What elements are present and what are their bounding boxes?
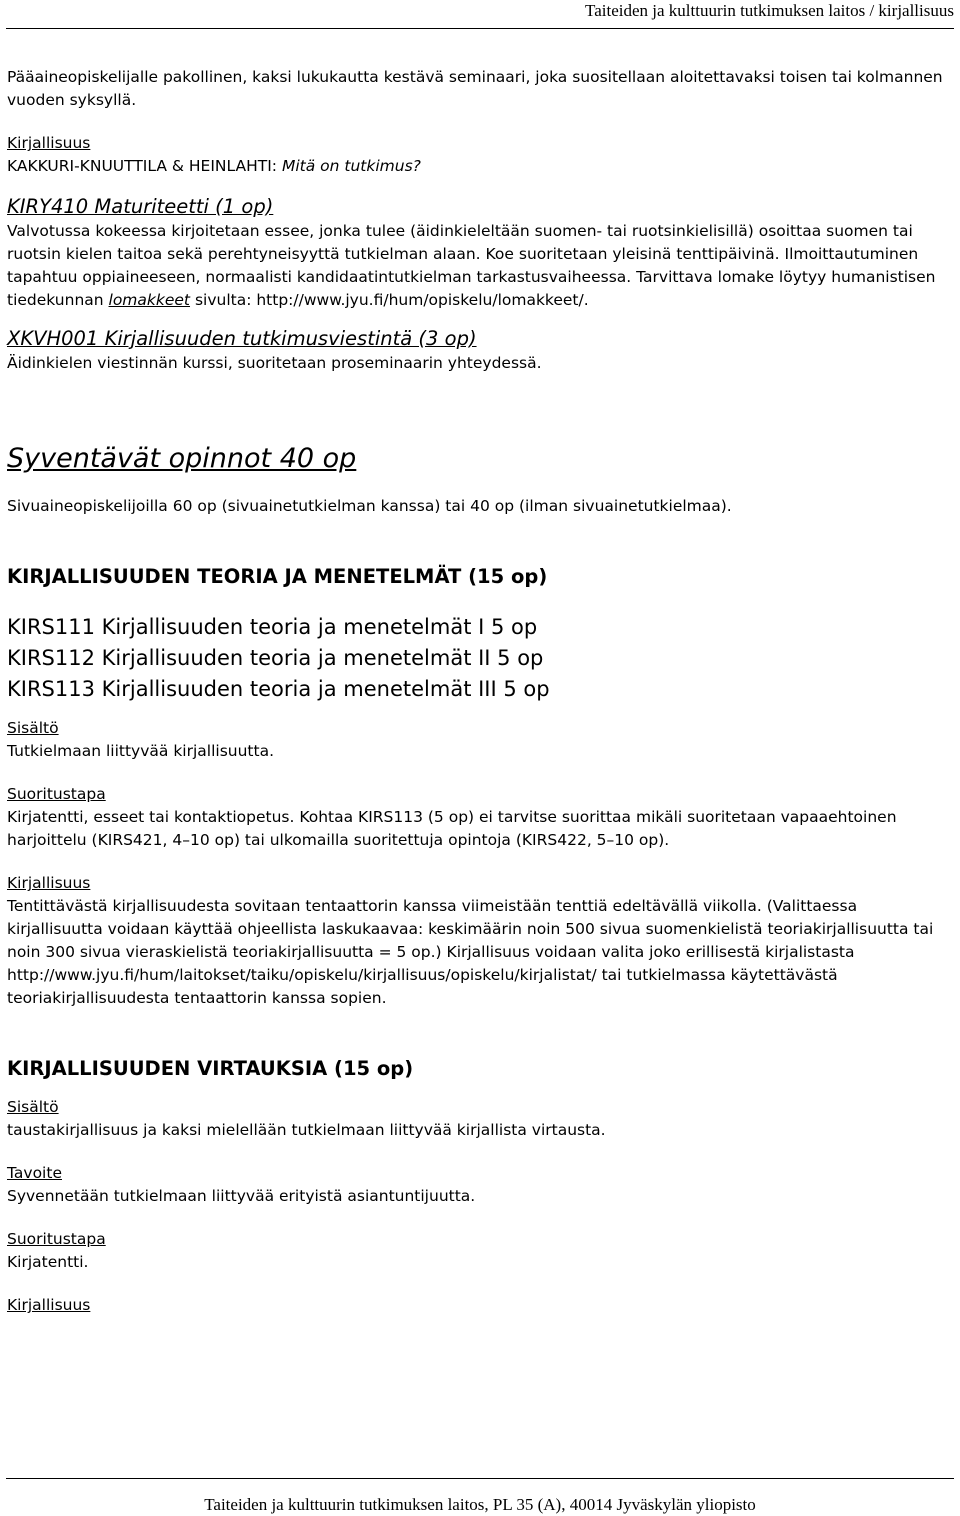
- virtauksia-suoritustapa-text: Kirjatentti.: [7, 1253, 89, 1271]
- syventavat-title: Syventävät opinnot 40 op: [7, 443, 357, 474]
- seminar-paragraph: Pääaineopiskelijalle pakollinen, kaksi lukukautta kestävä seminaari, joka suositellaan aloitettavaksi toisen tai kolmannen vuoden syksyllä.: [7, 68, 943, 109]
- teoria-kirjallisuus-text: Tentittävästä kirjallisuudesta sovitaan tentaattorin kanssa viimeistään tenttiä edeltävällä viikolla. (Valittaessa kirjallisuutta voidaan käyttää ohjeellista laskukaavaa: keskimäärin noin 500 sivua suomenkielistä teoriakirjallisuutta tai noin 300 sivua vieraskielistä teoriakirjallisuutta = 5 op.) Kirjallisuus voidaan valita joko erillisestä kirjalistasta http://www.jyu.fi/hum/laitokset/taiku/opiskelu/kirjallisuus/opiskelu/kirjalistat/ tai tutkielmassa käytettävästä teoriakirjallisuudesta tentaattorin kanssa sopien.: [7, 897, 934, 1007]
- syventavat-text: Sivuaineopiskelijoilla 60 op (sivuainetutkielman kanssa) tai 40 op (ilman sivuainetutkielmaa).: [7, 497, 732, 515]
- document-body: [7, 66, 952, 1317]
- teoria-kirjallisuus-label: Kirjallisuus: [7, 874, 91, 892]
- virtauksia-sisalto-label: Sisältö: [7, 1098, 59, 1116]
- xkvh001-text: Äidinkielen viestinnän kurssi, suoritetaan proseminaarin yhteydessä.: [7, 354, 542, 372]
- course-kirs112: KIRS112 Kirjallisuuden teoria ja menetelmät II 5 op: [7, 646, 544, 670]
- literature-title: Mitä on tutkimus?: [281, 157, 421, 175]
- kiry410-text: [7, 220, 952, 312]
- virtauksia-tavoite-text: Syvennetään tutkielmaan liittyvää erityistä asiantuntijuutta.: [7, 1187, 476, 1205]
- course-kirs113: KIRS113 Kirjallisuuden teoria ja menetelmät III 5 op: [7, 677, 550, 701]
- lomakkeet-link[interactable]: lomakkeet: [108, 291, 191, 309]
- course-kirs111: KIRS111 Kirjallisuuden teoria ja menetelmät I 5 op: [7, 615, 538, 639]
- teoria-title: KIRJALLISUUDEN TEORIA JA MENETELMÄT (15 op): [7, 565, 548, 588]
- virtauksia-kirjallisuus-label: Kirjallisuus: [7, 1296, 91, 1314]
- page-header: Taiteiden ja kulttuurin tutkimuksen laitos / kirjallisuus: [585, 1, 954, 20]
- virtauksia-suoritustapa-label: Suoritustapa: [7, 1230, 106, 1248]
- literature-authors: KAKKURI-KNUUTTILA & HEINLAHTI:: [7, 157, 282, 175]
- kiry410-title: KIRY410 Maturiteetti (1 op): [7, 195, 274, 218]
- footer-divider: [6, 1478, 954, 1479]
- virtauksia-sisalto-text: taustakirjallisuus ja kaksi mielellään tutkielmaan liittyvää kirjallista virtausta.: [7, 1121, 606, 1139]
- teoria-suoritustapa-label: Suoritustapa: [7, 785, 106, 803]
- virtauksia-tavoite-label: Tavoite: [7, 1164, 62, 1182]
- page-footer: Taiteiden ja kulttuurin tutkimuksen laitos, PL 35 (A), 40014 Jyväskylän yliopisto: [204, 1495, 756, 1514]
- teoria-suoritustapa-text: Kirjatentti, esseet tai kontaktiopetus. Kohtaa KIRS113 (5 op) ei tarvitse suorittaa mikäli suoritetaan vapaaehtoinen harjoittelu (KIRS421, 4–10 op) tai ulkomailla suoritettuja opintoja (KIRS422, 5–10 op).: [7, 808, 897, 849]
- header-divider: [6, 28, 954, 29]
- intro-literature-label: Kirjallisuus: [7, 134, 91, 152]
- kiry410-text-b: sivulta: http://www.jyu.fi/hum/opiskelu/lomakkeet/.: [190, 291, 589, 309]
- teoria-sisalto-label: Sisältö: [7, 719, 59, 737]
- xkvh001-title: XKVH001 Kirjallisuuden tutkimusviestintä (3 op): [7, 327, 477, 350]
- teoria-sisalto-text: Tutkielmaan liittyvää kirjallisuutta.: [7, 742, 275, 760]
- virtauksia-title: KIRJALLISUUDEN VIRTAUKSIA (15 op): [7, 1057, 414, 1080]
- kiry410-text-a: Valvotussa kokeessa kirjoitetaan essee, jonka tulee (äidinkieleltään suomen- tai ruotsinkielisillä) osoittaa suomen tai ruotsin kielen taitoa sekä perehtyneisyyttä tutkielman alaan. Koe suoritetaan yleisinä tenttipäivinä. Ilmoittautuminen tapahtuu oppiaineeseen, normaalisti kandidaatintutkielman tarkastusvaiheessa. Tarvittava lomake löytyy humanistisen tiedekunnan: [7, 222, 936, 309]
- intro-literature-entry: [7, 155, 952, 178]
